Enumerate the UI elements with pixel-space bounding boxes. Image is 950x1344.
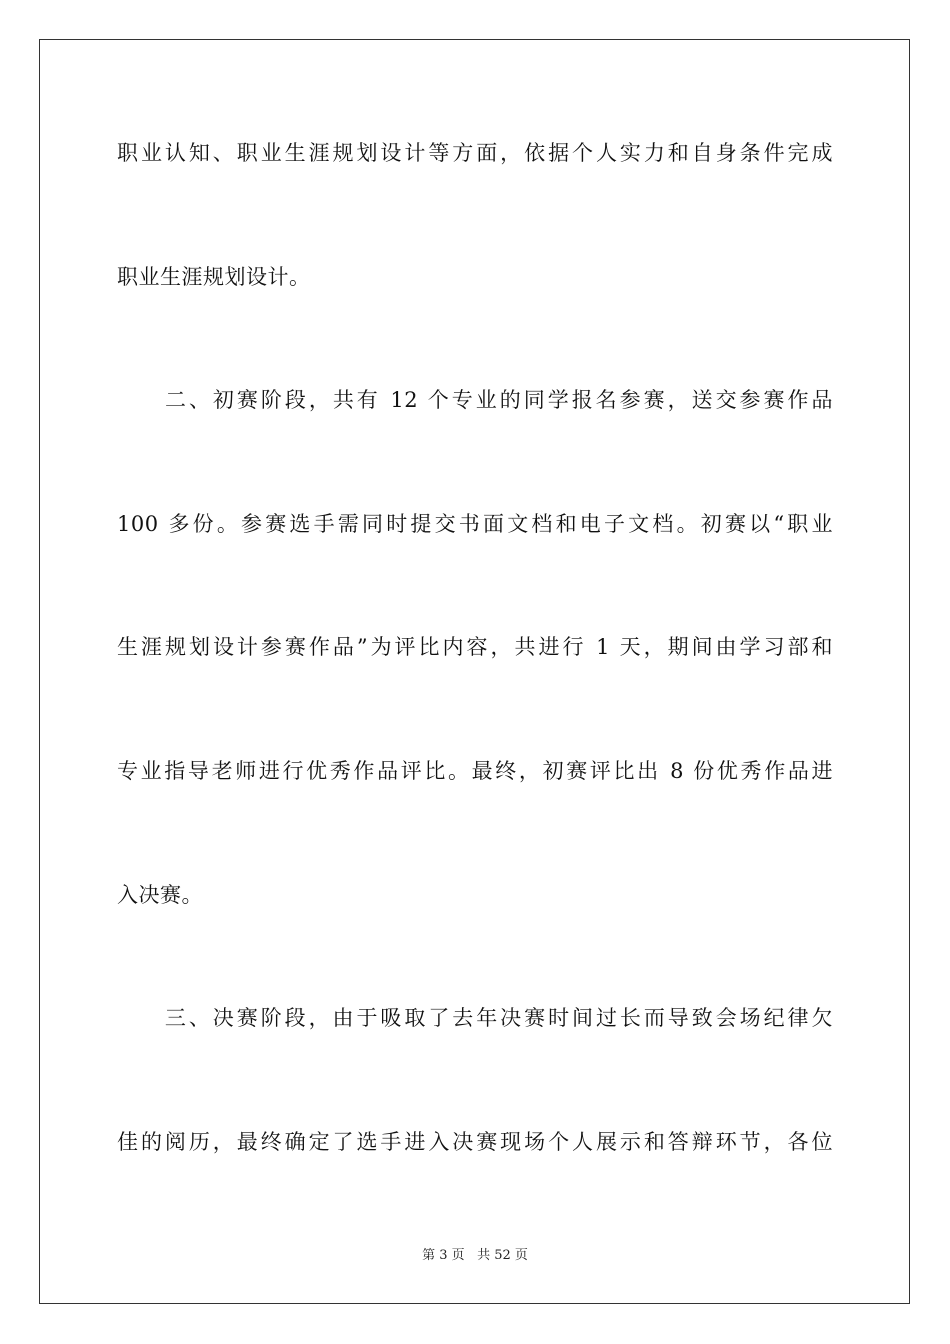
body-line-3: 二、初赛阶段，共有 12 个专业的同学报名参赛，送交参赛作品	[117, 388, 833, 412]
body-line-6: 专业指导老师进行优秀作品评比。最终，初赛评比出 8 份优秀作品进	[117, 759, 833, 783]
page-footer	[0, 1248, 950, 1264]
page-number: 第 3 页	[422, 1248, 465, 1263]
body-line-8: 三、决赛阶段，由于吸取了去年决赛时间过长而导致会场纪律欠	[117, 1006, 833, 1030]
body-line-7: 入决赛。	[117, 883, 203, 907]
body-line-9: 佳的阅历，最终确定了选手进入决赛现场个人展示和答辩环节，各位	[117, 1130, 833, 1154]
body-line-5: 生涯规划设计参赛作品”为评比内容，共进行 1 天，期间由学习部和	[117, 635, 833, 659]
body-line-1: 职业认知、职业生涯规划设计等方面，依据个人实力和自身条件完成	[117, 141, 833, 165]
page-total: 共 52 页	[477, 1248, 528, 1263]
page-frame	[39, 39, 910, 1304]
body-line-2: 职业生涯规划设计。	[117, 265, 311, 289]
body-line-4: 100 多份。参赛选手需同时提交书面文档和电子文档。初赛以“职业	[117, 512, 833, 536]
